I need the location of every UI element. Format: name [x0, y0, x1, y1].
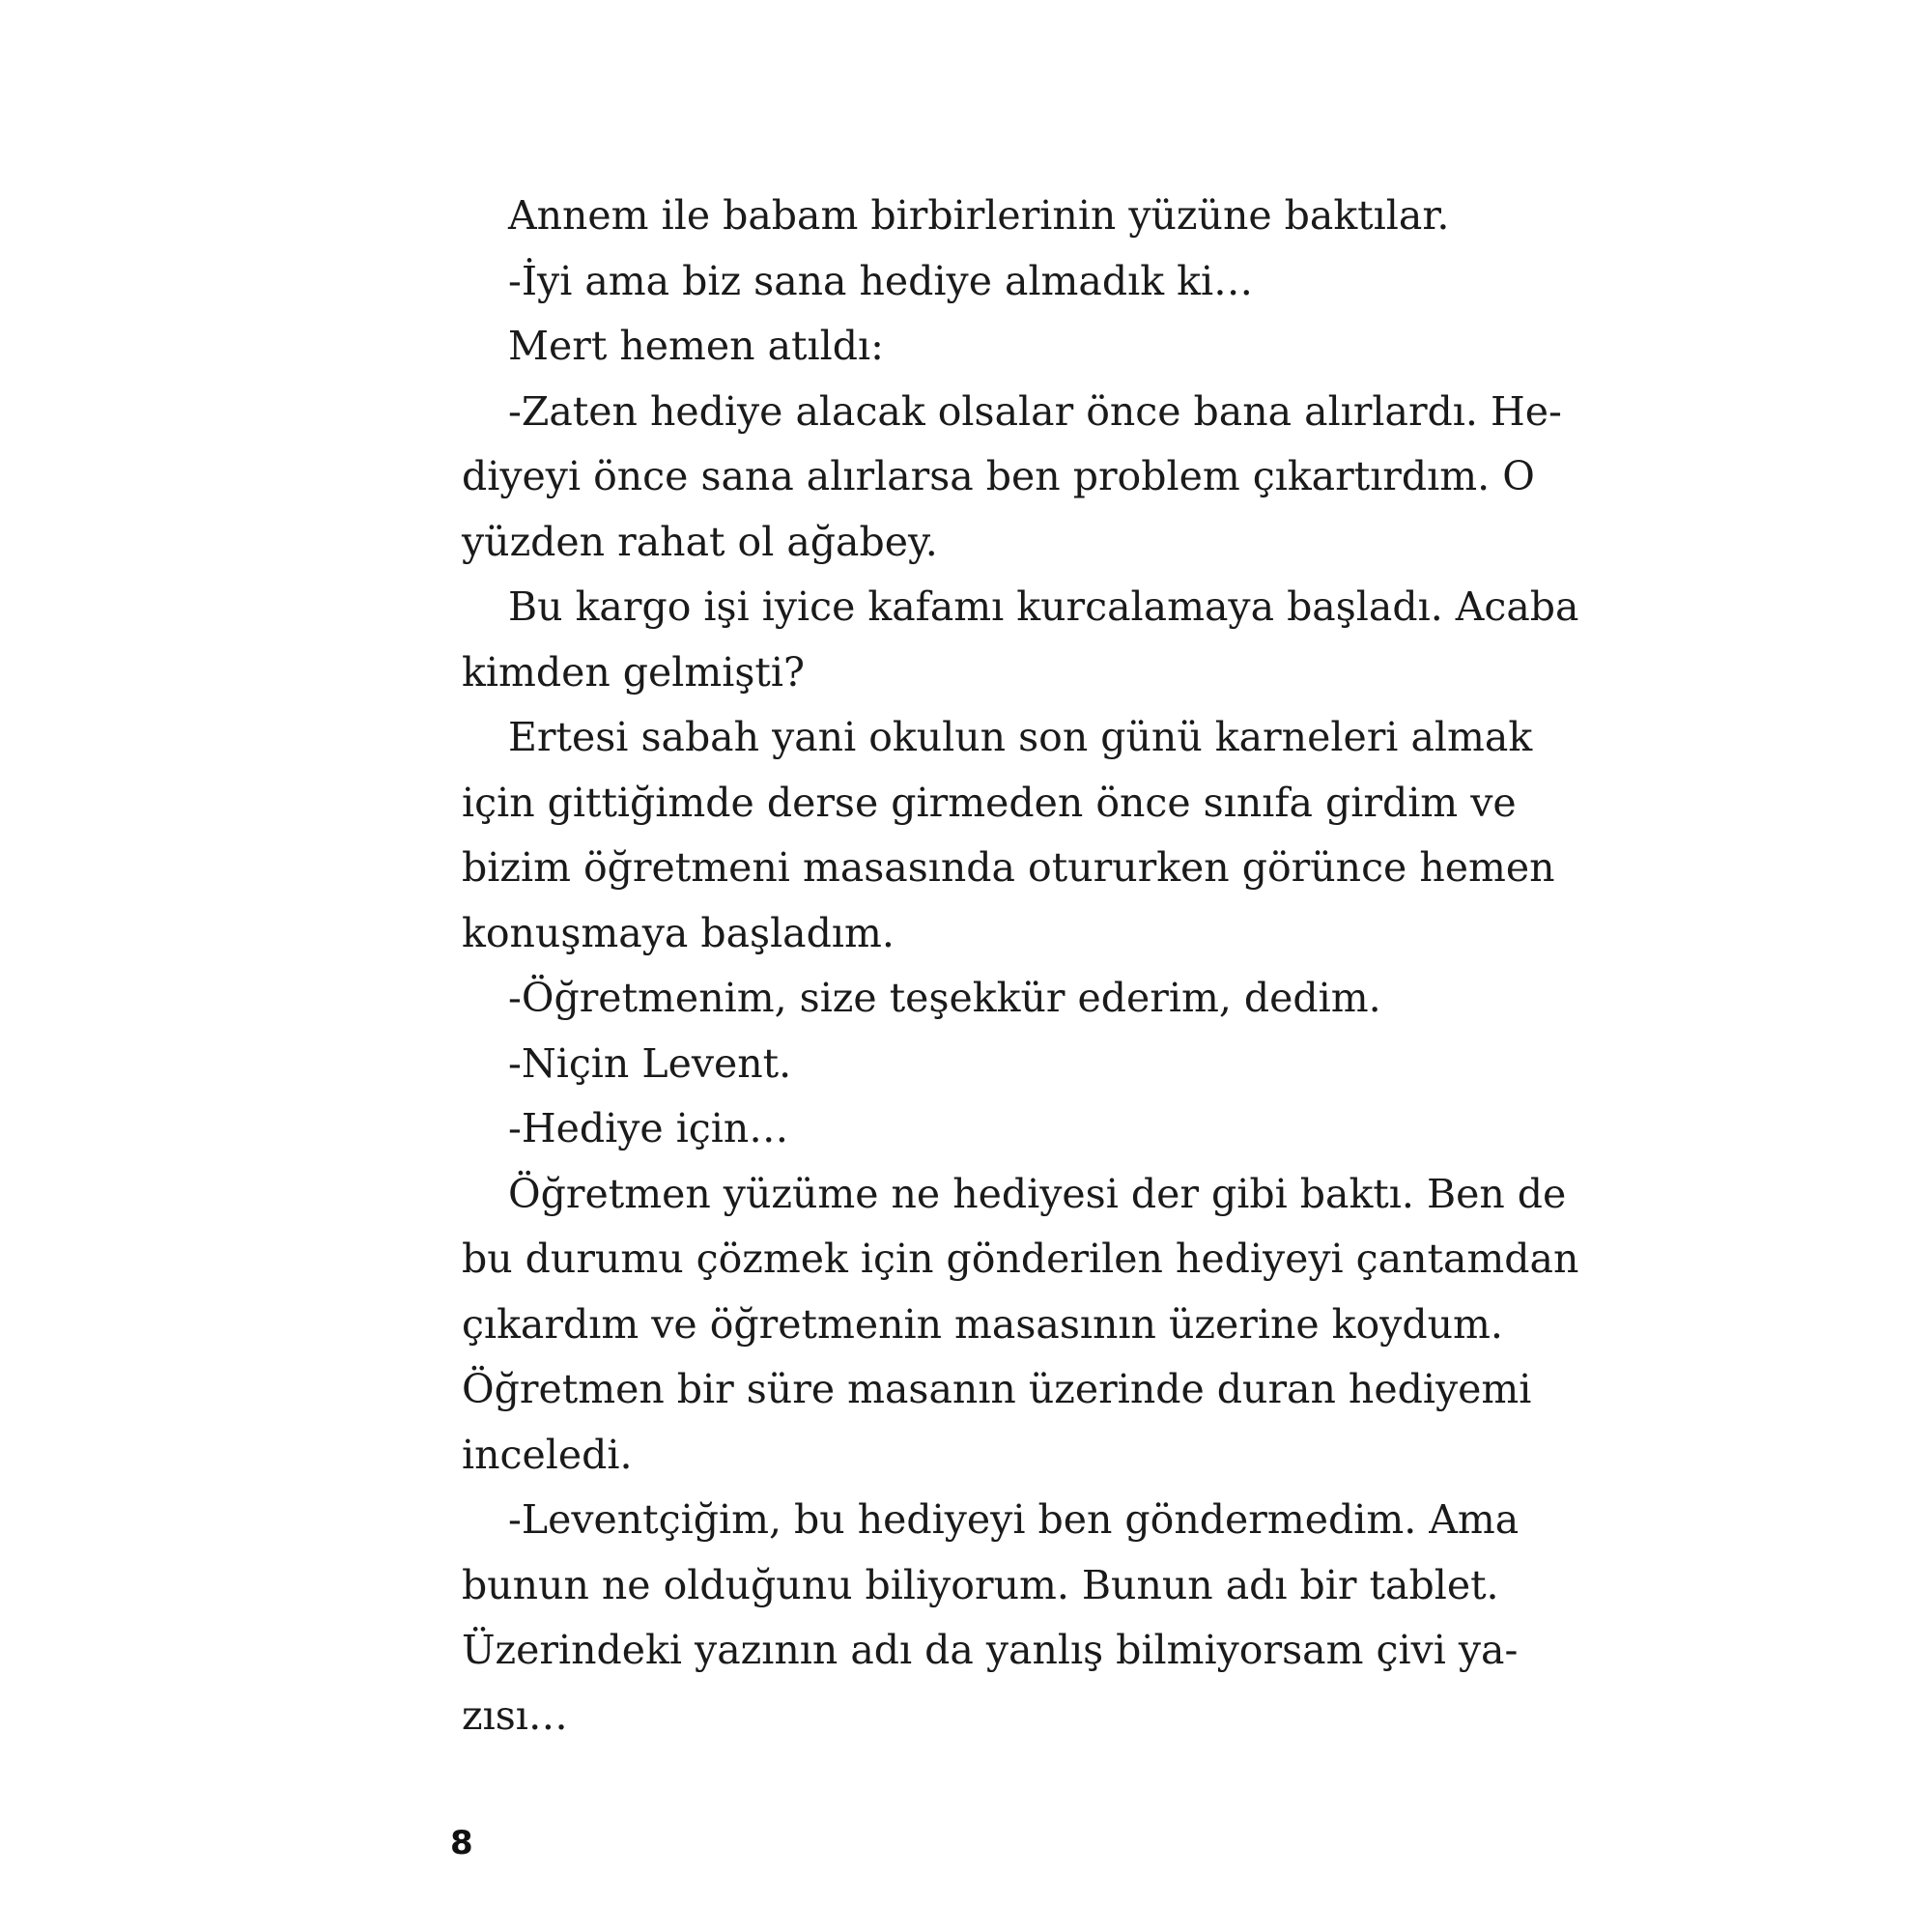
text-line: Annem ile babam birbirlerinin yüzüne baktılar.	[508, 192, 1450, 239]
text-line: Üzerindeki yazının adı da yanlış bilmiyorsam çivi ya-	[462, 1627, 1519, 1673]
text-line: bunun ne olduğunu biliyorum. Bunun adı bir tablet.	[462, 1561, 1499, 1608]
text-line: bu durumu çözmek için gönderilen hediyeyi çantamdan	[462, 1236, 1579, 1282]
text-line: Öğretmen yüzüme ne hediyesi der gibi baktı. Ben de	[508, 1170, 1567, 1217]
text-line: -Zaten hediye alacak olsalar önce bana alırlardı. He-	[508, 387, 1562, 435]
text-line: -Leventçiğim, bu hediyeyi ben göndermedim. Ama	[508, 1496, 1520, 1543]
text-line: Bu kargo işi iyice kafamı kurcalamaya başladı. Acaba	[508, 583, 1579, 630]
text-line: için gittiğimde derse girmeden önce sınıfa girdim ve	[462, 779, 1517, 826]
text-line: çıkardım ve öğretmenin masasının üzerine koydum.	[462, 1300, 1503, 1348]
text-line: kimden gelmişti?	[462, 648, 806, 696]
text-line: zısı…	[462, 1691, 568, 1739]
text-line: -Öğretmenim, size teşekkür ederim, dedim.	[508, 975, 1381, 1021]
text-line: bizim öğretmeni masasında otururken görünce hemen	[462, 844, 1555, 891]
text-line: konuşmaya başladım.	[462, 909, 895, 956]
text-line: inceledi.	[462, 1431, 633, 1478]
text-line: Mert hemen atıldı:	[508, 323, 884, 369]
text-line: yüzden rahat ol ağabey.	[462, 518, 938, 565]
body-text	[462, 184, 1579, 1748]
text-line: Ertesi sabah yani okulun son günü karneleri almak	[508, 714, 1533, 760]
text-line: -İyi ama biz sana hediye almadık ki…	[508, 257, 1254, 304]
text-line: Öğretmen bir süre masanın üzerinde duran hediyemi	[462, 1366, 1532, 1412]
text-line: -Niçin Levent.	[508, 1039, 792, 1087]
text-line: diyeyi önce sana alırlarsa ben problem çıkartırdım. O	[462, 453, 1535, 499]
text-line: -Hediye için…	[508, 1105, 789, 1151]
page-number: 8	[450, 1824, 473, 1862]
